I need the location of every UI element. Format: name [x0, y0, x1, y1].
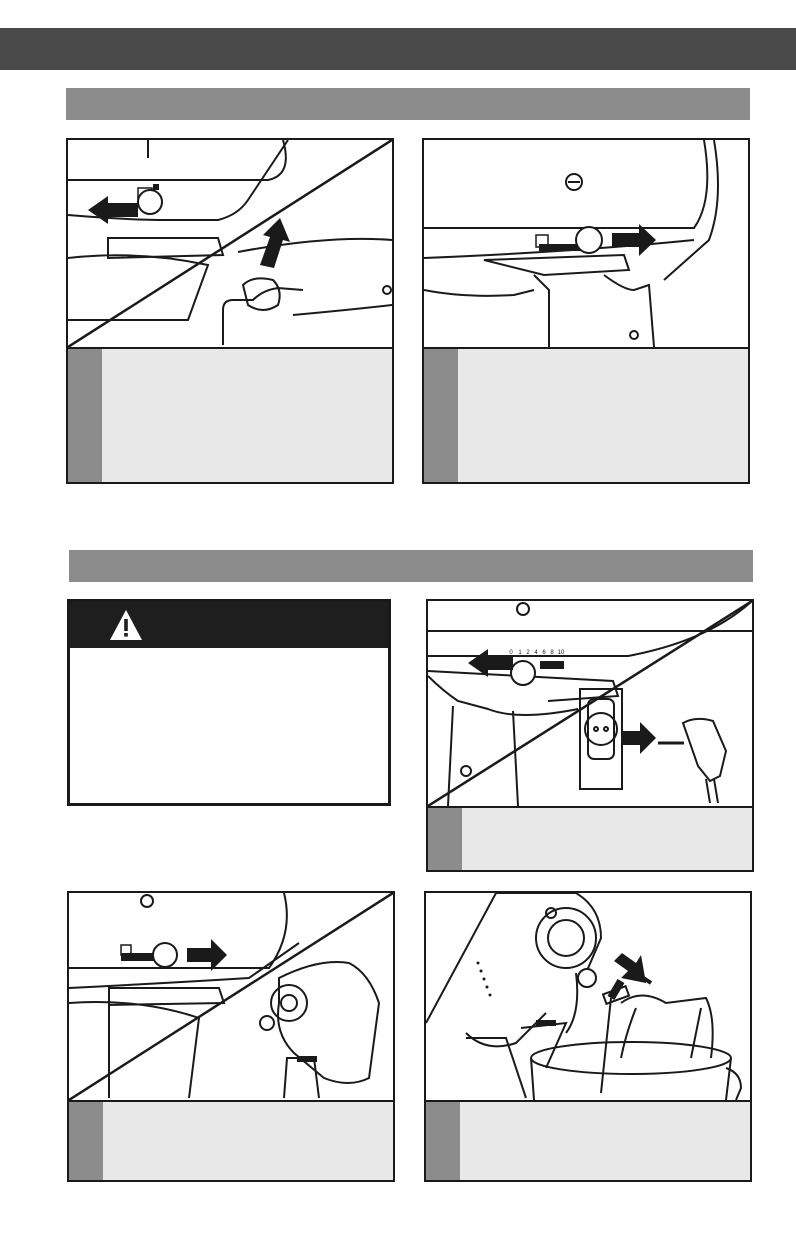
illustration — [428, 601, 752, 808]
warning-header — [70, 602, 388, 648]
illustration — [426, 893, 750, 1102]
mixer-head-unlock-illustration — [68, 140, 392, 347]
speed-mark: 8 — [550, 650, 554, 656]
caption — [428, 808, 752, 870]
mixer-lock-illustration — [424, 140, 748, 347]
caption — [426, 1102, 750, 1180]
figure-unplug — [426, 599, 754, 872]
figure-lock-lever — [422, 138, 750, 484]
section-bar-2 — [69, 550, 753, 582]
figure-attach-beater — [424, 891, 752, 1182]
caption — [68, 349, 392, 482]
section-bar-1 — [66, 88, 750, 120]
warning-box — [67, 599, 391, 806]
speed-mark: 0 — [509, 650, 513, 656]
illustration — [424, 140, 748, 349]
speed-mark: 1 — [518, 650, 522, 656]
speed-mark: 6 — [542, 650, 546, 656]
speed-mark: 2 — [526, 650, 530, 656]
step-tab — [428, 808, 462, 870]
illustration — [69, 893, 393, 1102]
mixer-attach-beater-illustration — [426, 893, 750, 1100]
mixer-unplug-illustration — [428, 601, 752, 806]
figure-lock-head — [67, 891, 395, 1182]
step-tab — [424, 349, 458, 482]
step-tab — [426, 1102, 460, 1180]
caption — [424, 349, 748, 482]
speed-mark: 4 — [534, 650, 538, 656]
speed-mark: 10 — [557, 650, 565, 656]
step-tab — [68, 349, 102, 482]
step-tab — [69, 1102, 103, 1180]
illustration — [68, 140, 392, 349]
warning-triangle-icon — [108, 608, 144, 642]
figure-tilt-head-up — [66, 138, 394, 484]
caption — [69, 1102, 393, 1180]
mixer-head-lock-illustration — [69, 893, 393, 1100]
header-bar — [0, 28, 796, 70]
